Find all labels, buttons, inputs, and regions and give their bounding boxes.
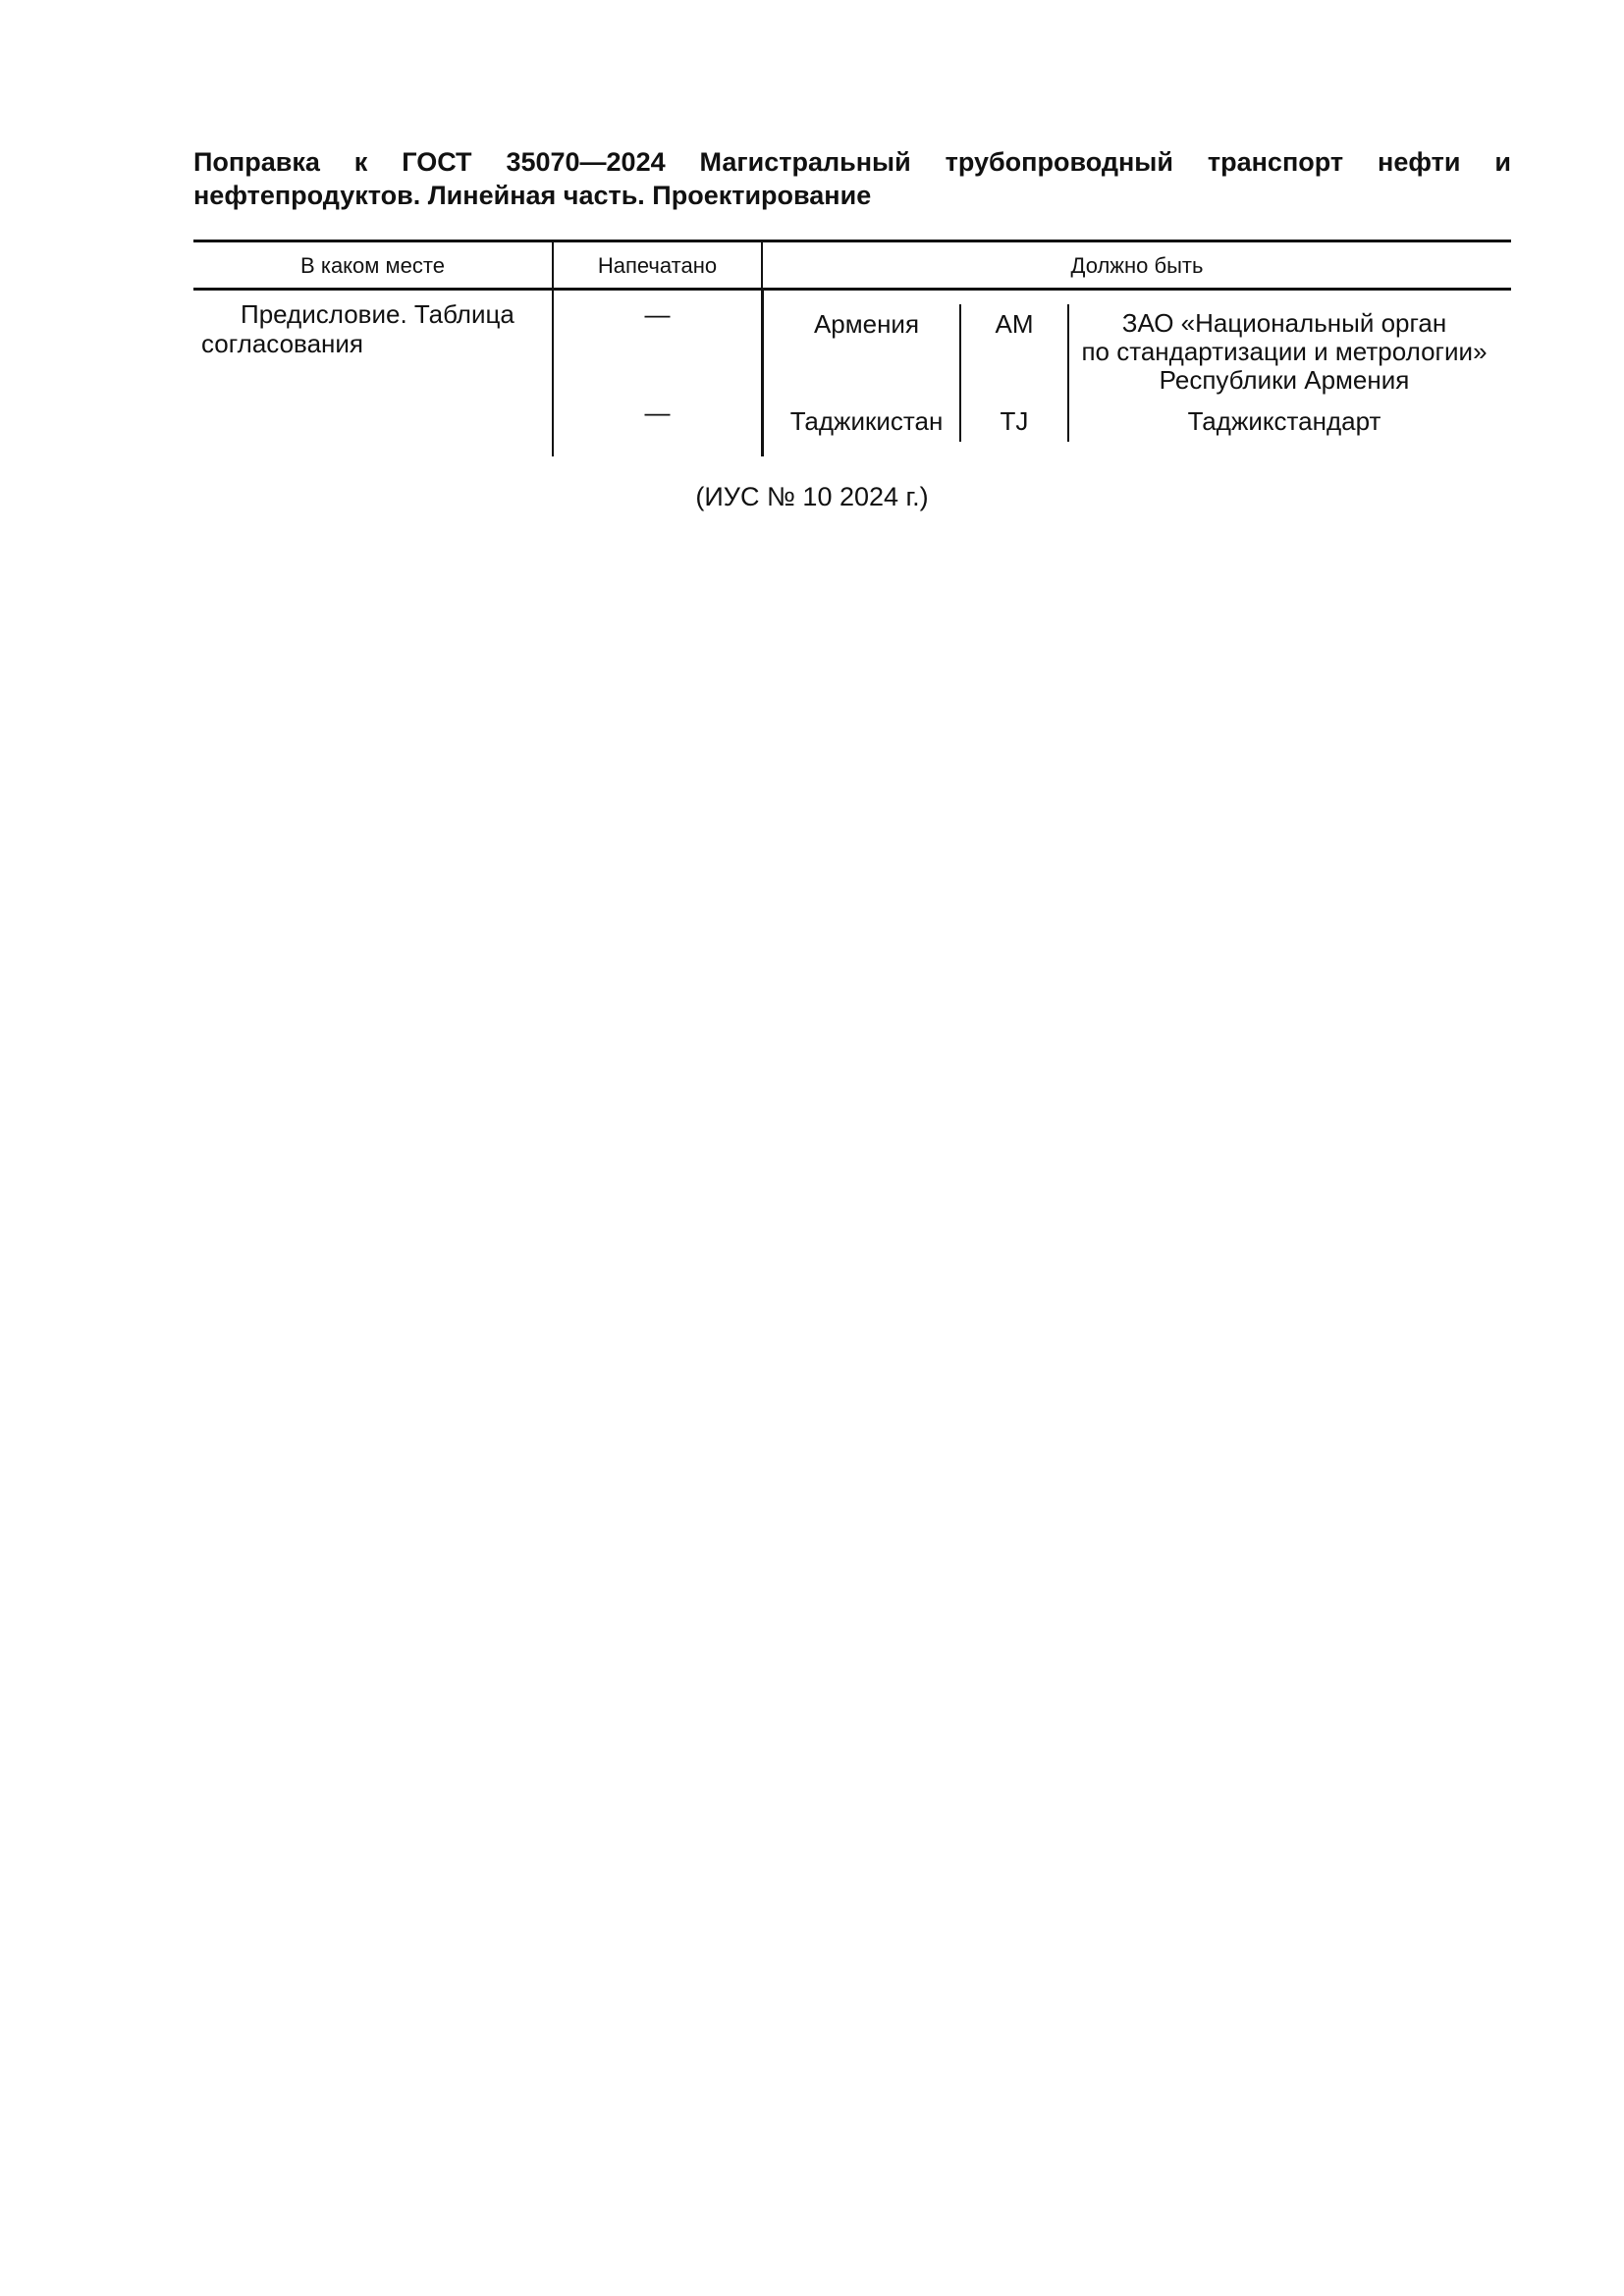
document-title: Поправка к ГОСТ 35070—2024 Магистральный трубопроводный транспорт нефти и нефтепродуктов. Линейная часть. Проектирование	[193, 147, 1511, 210]
row2-authority: Таджикстандарт	[1187, 406, 1381, 436]
row1-authority-line-2: по стандартизации и метрологии»	[1081, 337, 1488, 366]
row2-printed: —	[644, 398, 671, 427]
header-printed: Напечатано	[597, 253, 718, 278]
row1-authority	[1072, 309, 1496, 395]
table-top-rule	[193, 240, 1511, 242]
row1-country: Армения	[813, 309, 920, 339]
body-divider-4	[1067, 304, 1069, 442]
row1-authority-line-1: ЗАО «Национальный орган	[1121, 308, 1447, 338]
body-divider-2	[761, 290, 764, 456]
row2-code: TJ	[1000, 406, 1029, 436]
source-reference: (ИУС № 10 2024 г.)	[695, 482, 929, 511]
table-header-rule	[193, 288, 1511, 291]
row1-authority-line-3: Республики Армения	[1159, 365, 1410, 395]
header-should-be: Должно быть	[1070, 253, 1204, 278]
header-where: В каком месте	[300, 253, 445, 278]
row1-where	[201, 299, 540, 358]
row1-printed: —	[644, 299, 671, 329]
row1-where-text: Предисловие. Таблица согласования	[201, 299, 514, 358]
row2-country: Таджикистан	[789, 406, 944, 436]
row1-code: AM	[995, 309, 1034, 339]
